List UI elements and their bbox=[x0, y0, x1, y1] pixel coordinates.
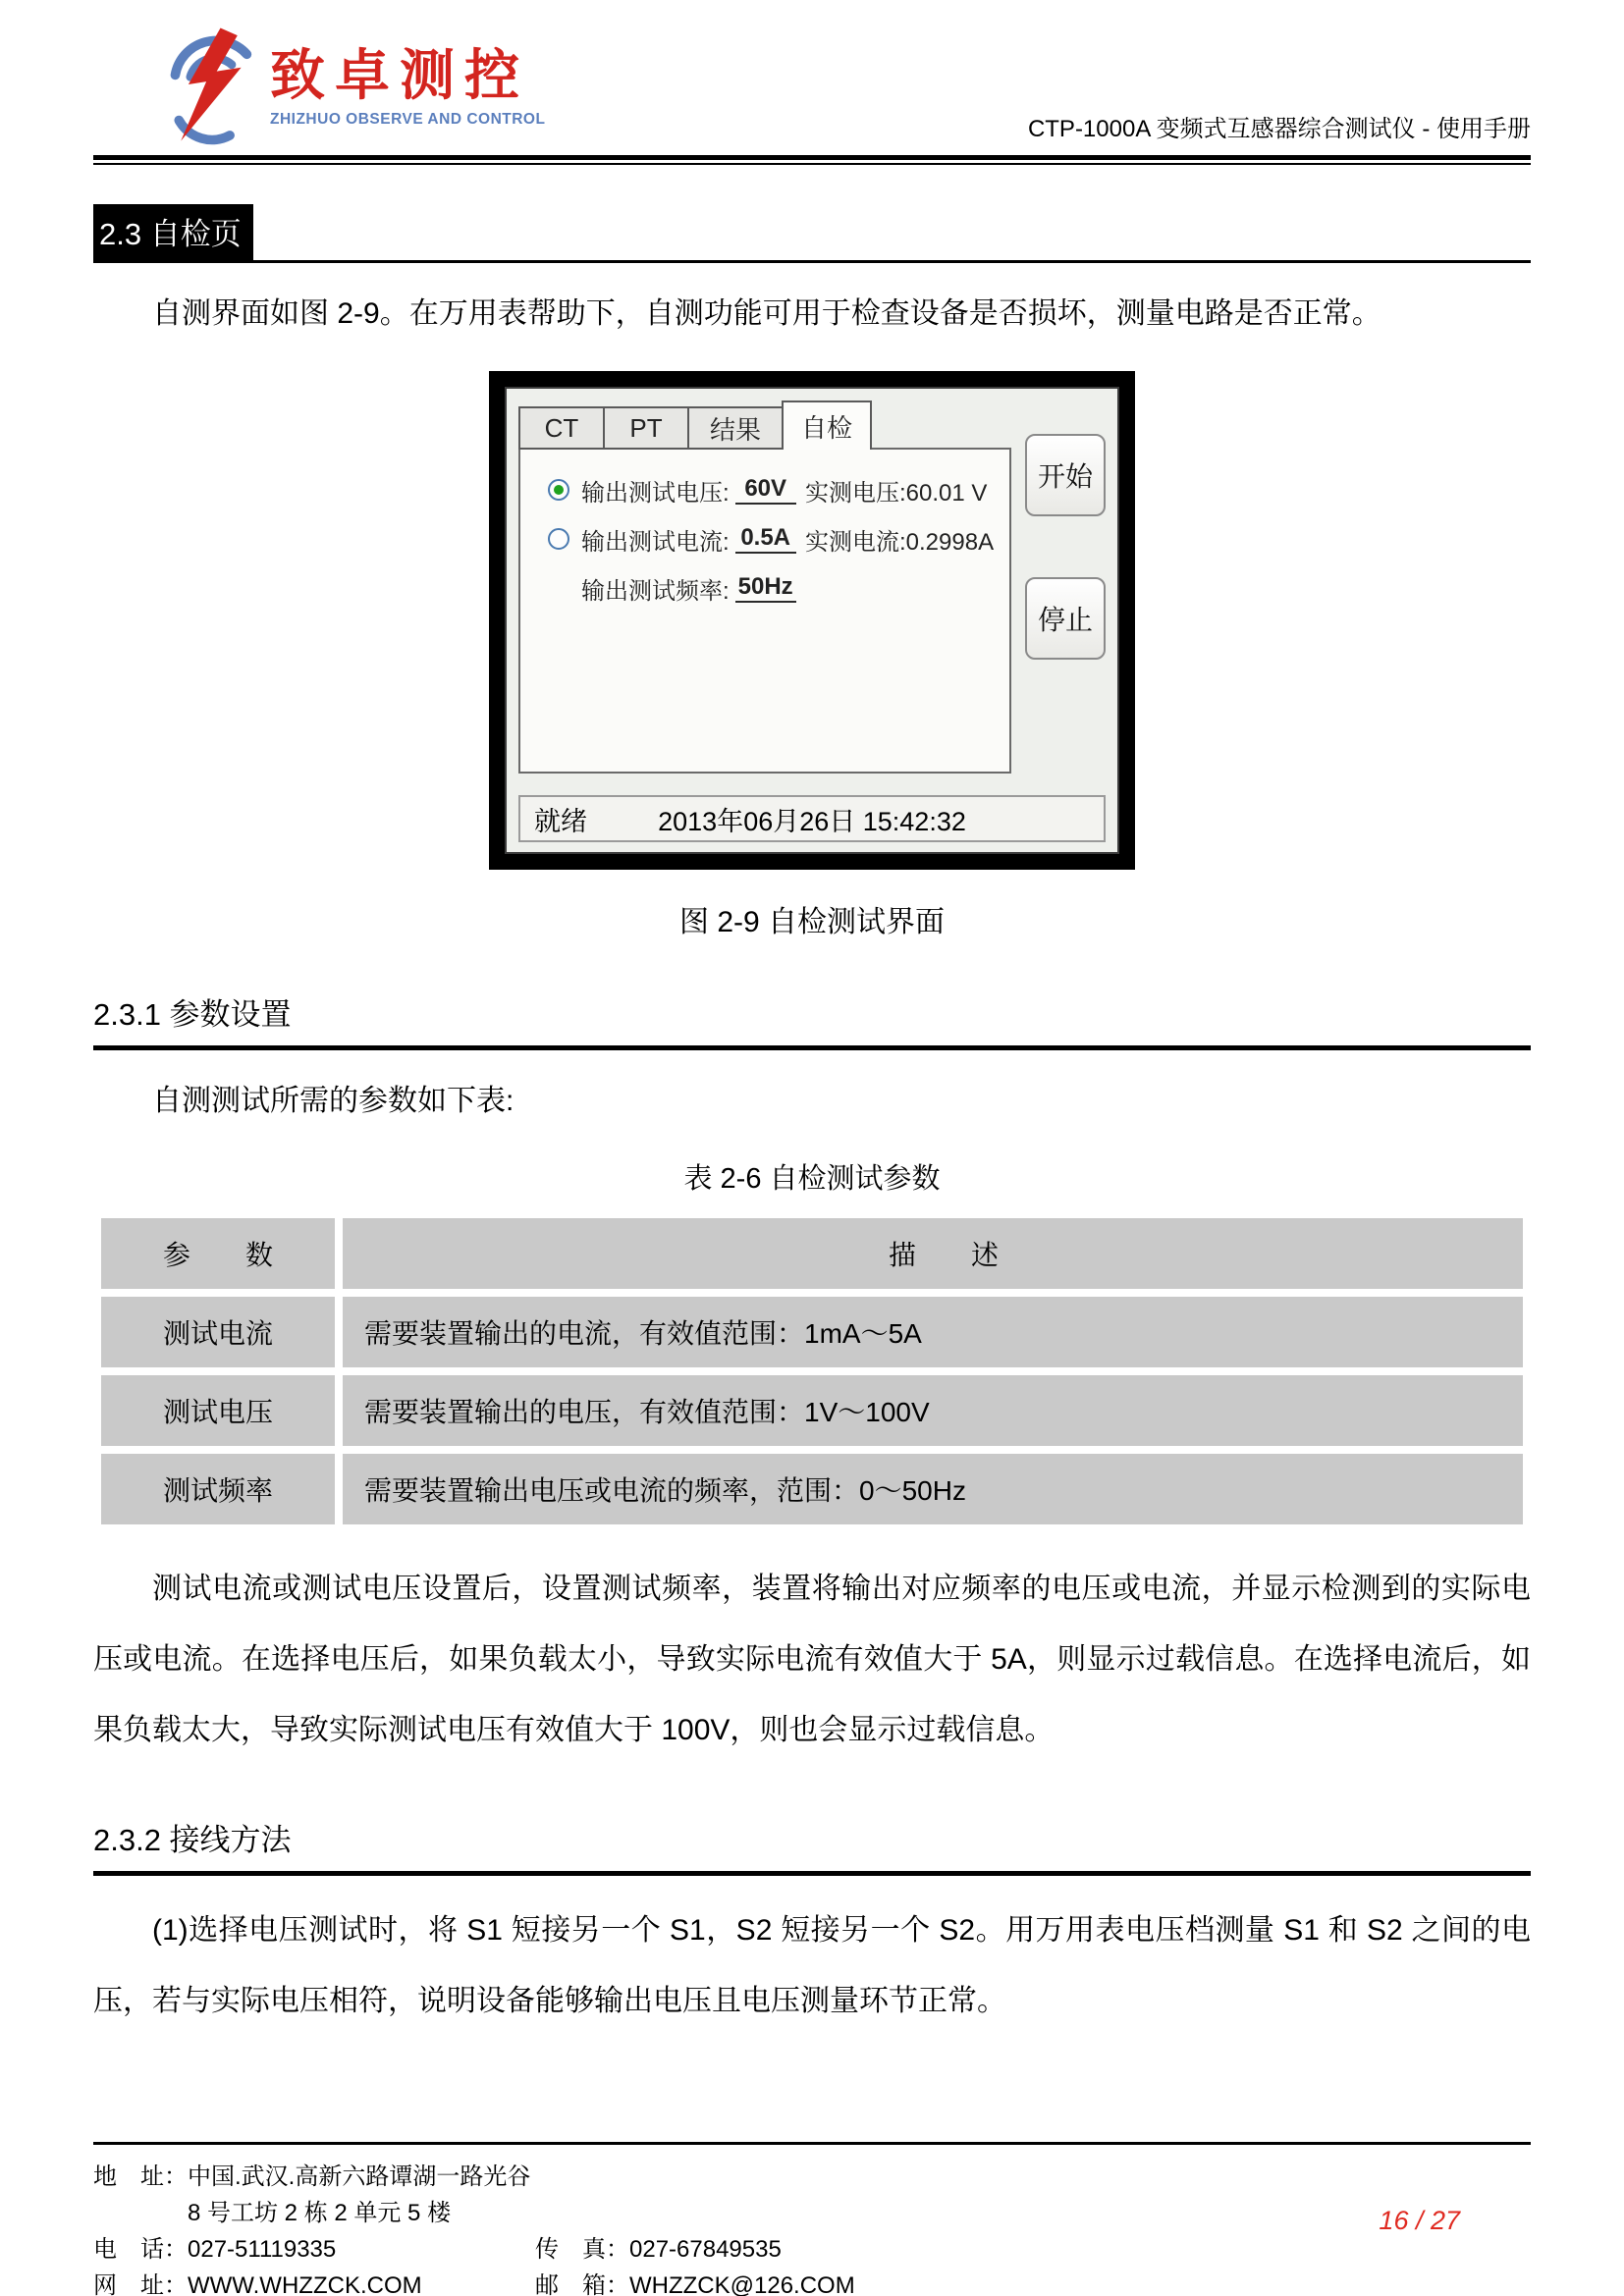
table-intro: 自测测试所需的参数如下表: bbox=[152, 1085, 514, 1117]
tab-results[interactable] bbox=[687, 406, 784, 450]
table-row bbox=[101, 1454, 1523, 1524]
footer-phone bbox=[93, 2231, 535, 2268]
device-screen bbox=[505, 387, 1119, 854]
footer-website bbox=[93, 2268, 535, 2296]
tab-pt-label: PT bbox=[629, 412, 663, 443]
footer-address-row bbox=[93, 2159, 1531, 2231]
page-footer bbox=[93, 2142, 1531, 2296]
section-2-3-paragraph: 自测界面如图 2-9。在万用表帮助下，自测功能可用于检查设备是否损坏，测量电路是否正常。 bbox=[152, 297, 1381, 330]
section-2-3-2-heading: 2.3.2 接线方法 bbox=[93, 1815, 1531, 1876]
footer-fax bbox=[535, 2231, 782, 2268]
measured-current: 实测电流:0.2998A bbox=[805, 528, 995, 556]
section-2-3-1-heading: 2.3.1 参数设置 bbox=[93, 989, 1531, 1050]
param-test-frequency: 测试频率 bbox=[101, 1454, 335, 1524]
output-voltage-row bbox=[520, 465, 1009, 514]
address-value: 中国.武汉.高新六路谭湖一路光谷 8 号工坊 2 栋 2 单元 5 楼 bbox=[188, 2163, 531, 2226]
param-test-current: 测试电流 bbox=[101, 1297, 335, 1367]
web-value[interactable]: WWW.WHZZCK.COM bbox=[188, 2272, 422, 2296]
start-button[interactable]: 开始 bbox=[1025, 434, 1106, 516]
output-voltage-label: 输出测试电压: bbox=[581, 479, 730, 507]
table-2-6-title: 表 2-6 自检测试参数 bbox=[683, 1163, 941, 1195]
phone-value: 027-51119335 bbox=[188, 2236, 337, 2263]
section-2-3-heading: 2.3 自检页 bbox=[93, 204, 253, 260]
device-bezel bbox=[489, 371, 1135, 870]
param-test-voltage: 测试电压 bbox=[101, 1375, 335, 1446]
logo-text bbox=[270, 26, 545, 129]
footer-phone-row bbox=[93, 2231, 1531, 2268]
tab-selfcheck-label: 自检 bbox=[800, 412, 852, 443]
page-number: 16 / 27 bbox=[1379, 2206, 1460, 2235]
email-value[interactable]: WHZZCK@126.COM bbox=[629, 2272, 855, 2296]
radio-selected-icon[interactable] bbox=[548, 479, 569, 501]
section-2-3-heading-row bbox=[93, 204, 1531, 263]
desc-test-frequency: 需要装置输出电压或电流的频率，范围：0～50Hz bbox=[343, 1454, 1523, 1524]
address-label: 地 址： bbox=[93, 2163, 188, 2190]
selfcheck-panel bbox=[518, 448, 1011, 774]
footer-web-row bbox=[93, 2268, 1531, 2296]
tab-ct-label: CT bbox=[544, 412, 579, 443]
figure-2-9-caption: 图 2-9 自检测试界面 bbox=[678, 906, 946, 938]
table-header-row bbox=[101, 1218, 1523, 1289]
header-divider bbox=[93, 155, 1531, 165]
logo-subtitle: ZHIZHUO OBSERVE AND CONTROL bbox=[270, 110, 546, 128]
logo-lightning-icon bbox=[162, 26, 256, 145]
desc-test-voltage: 需要装置输出的电压，有效值范围：1V～100V bbox=[343, 1375, 1523, 1446]
figure-2-9 bbox=[93, 371, 1531, 870]
status-ready: 就绪 bbox=[534, 806, 587, 836]
email-label: 邮 箱： bbox=[535, 2272, 629, 2296]
section-2-3-1-paragraph: 测试电流或测试电压设置后，设置测试频率，装置将输出对应频率的电压或电流，并显示检测到的实际电压或电流。在选择电压后，如果负载太小，导致实际电流有效值大于 5A，则显示过载信息。在选择电流后，如果负载太大，导致实际测试电压有效值大于 100V，则也会显示过载信息。 bbox=[93, 1573, 1531, 1746]
output-current-value[interactable]: 0.5A bbox=[735, 524, 796, 554]
device-tab-bar bbox=[518, 400, 1106, 450]
table-header-desc: 描 述 bbox=[343, 1218, 1523, 1289]
output-frequency-value[interactable]: 50Hz bbox=[735, 573, 796, 603]
fax-value: 027-67849535 bbox=[629, 2236, 782, 2263]
tab-selfcheck[interactable] bbox=[782, 400, 872, 450]
output-frequency-row bbox=[520, 563, 1009, 613]
tab-pt[interactable] bbox=[603, 406, 689, 450]
device-status-bar bbox=[518, 795, 1106, 842]
table-row bbox=[101, 1375, 1523, 1446]
output-current-label: 输出测试电流: bbox=[581, 528, 730, 556]
logo-title: 致卓测控 bbox=[270, 44, 529, 106]
table-row bbox=[101, 1297, 1523, 1367]
desc-test-current: 需要装置输出的电流，有效值范围：1mA～5A bbox=[343, 1297, 1523, 1367]
phone-label: 电 话： bbox=[93, 2236, 188, 2263]
page-header bbox=[93, 0, 1531, 145]
measured-voltage: 实测电压:60.01 V bbox=[805, 479, 988, 507]
section-2-3-2-paragraph: (1)选择电压测试时，将 S1 短接另一个 S1，S2 短接另一个 S2。用万用表电压档测量 S1 和 S2 之间的电压，若与实际电压相符，说明设备能够输出电压且电压测量环节正常。 bbox=[93, 1914, 1531, 2017]
footer-email bbox=[535, 2268, 855, 2296]
tab-results-label: 结果 bbox=[709, 414, 761, 445]
table-header-param: 参 数 bbox=[101, 1218, 335, 1289]
output-voltage-value[interactable]: 60V bbox=[735, 475, 796, 505]
tab-ct[interactable] bbox=[518, 406, 605, 450]
table-2-6 bbox=[93, 1210, 1531, 1532]
footer-address bbox=[93, 2159, 535, 2231]
stop-button[interactable]: 停止 bbox=[1025, 577, 1106, 660]
company-logo bbox=[162, 26, 545, 145]
output-current-row bbox=[520, 514, 1009, 563]
status-datetime: 2013年06月26日 15:42:32 bbox=[658, 806, 966, 836]
output-frequency-label: 输出测试频率: bbox=[581, 577, 730, 605]
fax-label: 传 真： bbox=[535, 2236, 629, 2263]
radio-unselected-icon[interactable] bbox=[548, 528, 569, 550]
web-label: 网 址： bbox=[93, 2272, 188, 2296]
document-title: CTP-1000A 变频式互感器综合测试仪 - 使用手册 bbox=[1027, 116, 1531, 142]
